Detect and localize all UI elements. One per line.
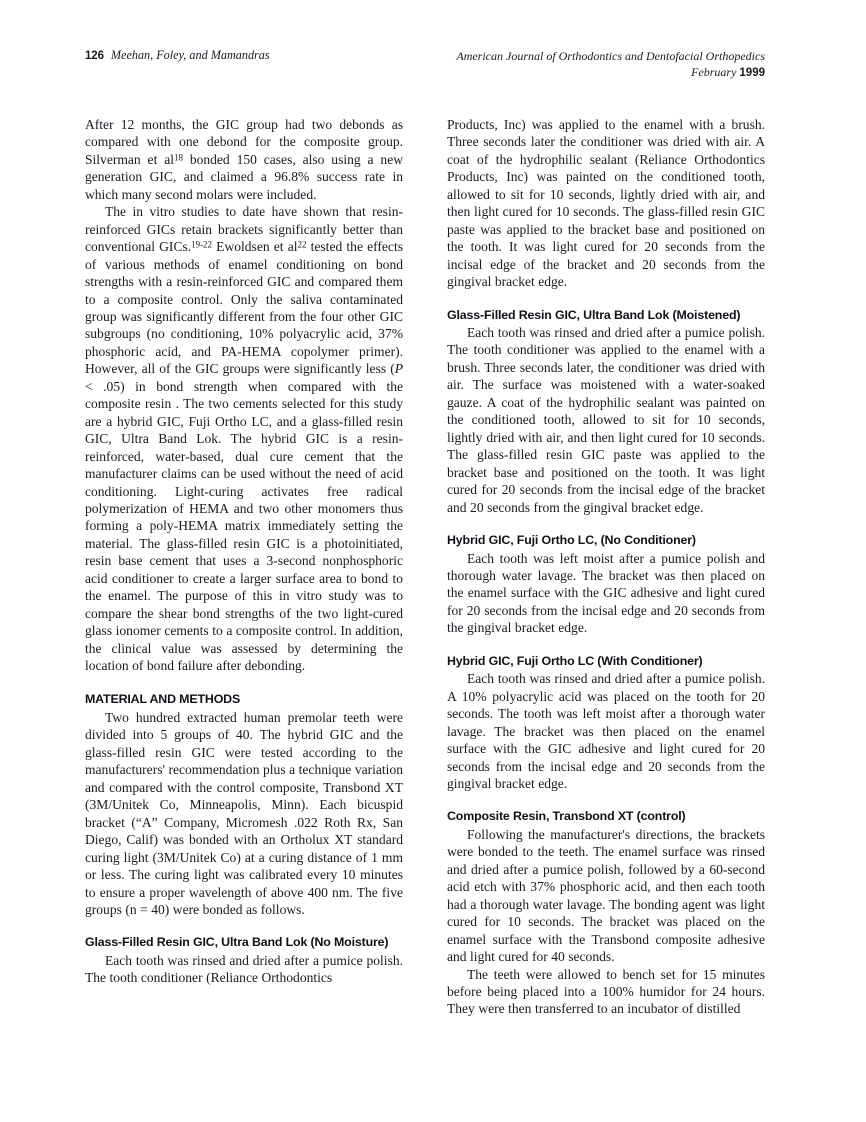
paragraph-text-cont: bonded 150 cases, also using a new generation GIC, and claimed a 96.8% success rate in which many second molars were included.	[85, 151, 403, 202]
subsection-heading-fuji-ortho-lc-no-conditioner: Hybrid GIC, Fuji Ortho LC, (No Conditioner)	[447, 533, 696, 548]
paragraph-text: The in vitro studies to date have shown that resin-reinforced GICs retain brackets significantly better than conventional GICs.	[85, 204, 403, 255]
column-right	[447, 116, 765, 1018]
paragraph-text-cont: < .05) in bond strength when compared with the composite resin . The two cements selected for this study are a hybrid GIC, Fuji Ortho LC, and a glass-filled resin GIC, Ultra Band Lok. The hybrid GIC is a resin-reinforced, water-based, dual cure cement that the manufacturer claims can be used without the need of acid conditioning. Light-curing activates free radical polymerization of HEMA and two other monomers thus forming a poly-HEMA matrix immediately setting the material. The glass-filled resin GIC is a photoinitiated, resin base cement that uses a 3-second nonphosphoric acid conditioner to create a larger surface area to bond to the enamel. The purpose of this in vitro study was to compare the shear bond strengths of the two light-cured glass ionomer cements to a composite control. In addition, the clinical value was assessed by determining the location of bond failure after debonding.	[85, 378, 403, 674]
page-number: 126	[85, 50, 104, 62]
subsection-heading-composite-resin-control: Composite Resin, Transbond XT (control)	[447, 809, 686, 824]
paragraph-text-cont: tested the effects of various methods of enamel conditioning on bond strengths with a resin-reinforced GIC and compared them to a composite control. Only the saliva contaminated group was significantly different from the four other GIC subgroups (no conditioning, 10% polyacrylic acid, 37% phosphoric acid, and PA-HEMA copolymer primer). However, all of the GIC groups were significantly less (	[85, 239, 403, 377]
reference-superscript: 18	[174, 152, 183, 163]
subsection-heading-ultra-band-lok-moistened: Glass-Filled Resin GIC, Ultra Band Lok (Moistened)	[447, 307, 741, 322]
article-body	[85, 116, 765, 1026]
paragraph: Two hundred extracted human premolar teeth were divided into 5 groups of 40. The hybrid GIC and the glass-filled resin GIC were tested according to the manufacturers' recommendation plus a technique variation and compared with the control composite, Transbond XT (3M/Unitek Co, Minneapolis, Minn). Each bicuspid bracket (“A” Company, Micromesh .022 Roth Rx, San Diego, Calif) was bonded with an Ortholux XT standard curing light (3M/Unitek Co) at a curing distance of 1 mm or less. The curing light was calibrated every 10 minutes to ensure a proper wavelength of above 400 nm. The five groups (n = 40) were bonded as follows.	[85, 710, 403, 917]
subsection-heading-fuji-ortho-lc-with-conditioner: Hybrid GIC, Fuji Ortho LC (With Conditioner)	[447, 653, 703, 668]
issue-dateline	[345, 64, 765, 82]
issue-month: February	[691, 65, 737, 79]
paragraph-text-cont: Ewoldsen et al	[212, 239, 298, 255]
paragraph: Each tooth was rinsed and dried after a pumice polish. The tooth conditioner (Reliance Orthodontics	[85, 952, 403, 986]
paragraph: Each tooth was rinsed and dried after a pumice polish. The tooth conditioner was applied to the enamel with a brush. Three seconds later, the conditioner was dried with air. The surface was moistened with a water-soaked gauze. A coat of the hydrophilic sealant was painted on the conditioned tooth, allowed to sit for 10 seconds, lightly dried with air, and then light cured for 10 seconds. The glass-filled resin GIC paste was applied to the bracket base and positioned on the tooth. It was light cured for 20 seconds from the incisal edge of the bracket and 20 seconds from the gingival bracket edge.	[447, 325, 765, 515]
paragraph-text: After 12 months, the GIC group had two debonds as compared with one debond for the composite group. Silverman et al	[85, 117, 403, 167]
column-left	[85, 116, 403, 987]
paragraph: Each tooth was rinsed and dried after a pumice polish. A 10% polyacrylic acid was placed on the tooth for 20 seconds. The tooth was left moist after a thorough water lavage. The bracket was then placed on the enamel surface with the GIC adhesive and light cured for 20 seconds from the incisal edge and 20 seconds from the gingival bracket edge.	[447, 671, 765, 791]
paragraph	[85, 203, 403, 674]
issue-year: 1999	[739, 67, 765, 79]
paragraph: Following the manufacturer's directions, the brackets were bonded to the teeth. The enamel surface was rinsed and dried after a pumice polish, followed by a 60-second acid etch with 37% phosphoric acid, and then each tooth had a thorough water lavage. The bonding agent was light cured for 10 seconds. The bracket was placed on the enamel surface with the Transbond composite adhesive and light cured for 40 seconds.	[447, 826, 765, 965]
statistic-symbol: P	[394, 361, 403, 377]
reference-superscript: 19-22	[191, 239, 212, 250]
journal-title: American Journal of Orthodontics and Dentofacial Orthopedics	[456, 49, 765, 63]
paragraph	[85, 116, 403, 203]
running-head-right	[345, 48, 765, 82]
running-head-left	[85, 48, 270, 64]
paragraph: Products, Inc) was applied to the enamel with a brush. Three seconds later the conditioner was dried with air. A coat of the hydrophilic sealant (Reliance Orthodontics Products, Inc) was painted on the conditioned tooth, allowed to sit for 10 seconds, lightly dried with air, and then light cured for 10 seconds. The glass-filled resin GIC paste was applied to the bracket base and positioned on the tooth. It was light cured for 20 seconds from the incisal edge of the bracket and 20 seconds from the gingival bracket edge.	[447, 117, 765, 290]
running-head-authors: Meehan, Foley, and Mamandras	[110, 48, 270, 62]
paragraph: Each tooth was left moist after a pumice polish and thorough water lavage. The bracket was then placed on the enamel surface with the GIC adhesive and light cured for 20 seconds from the incisal edge and 20 seconds from the gingival bracket edge.	[447, 550, 765, 636]
paragraph: The teeth were allowed to bench set for 15 minutes before being placed into a 100% humidor for 24 hours. They were then transferred to an incubator of distilled	[447, 966, 765, 1017]
running-head	[85, 48, 765, 94]
section-heading-material-and-methods: MATERIAL AND METHODS	[85, 691, 241, 706]
subsection-heading-ultra-band-lok-no-moisture: Glass-Filled Resin GIC, Ultra Band Lok (No Moisture)	[85, 935, 389, 950]
reference-superscript: 22	[297, 239, 307, 250]
